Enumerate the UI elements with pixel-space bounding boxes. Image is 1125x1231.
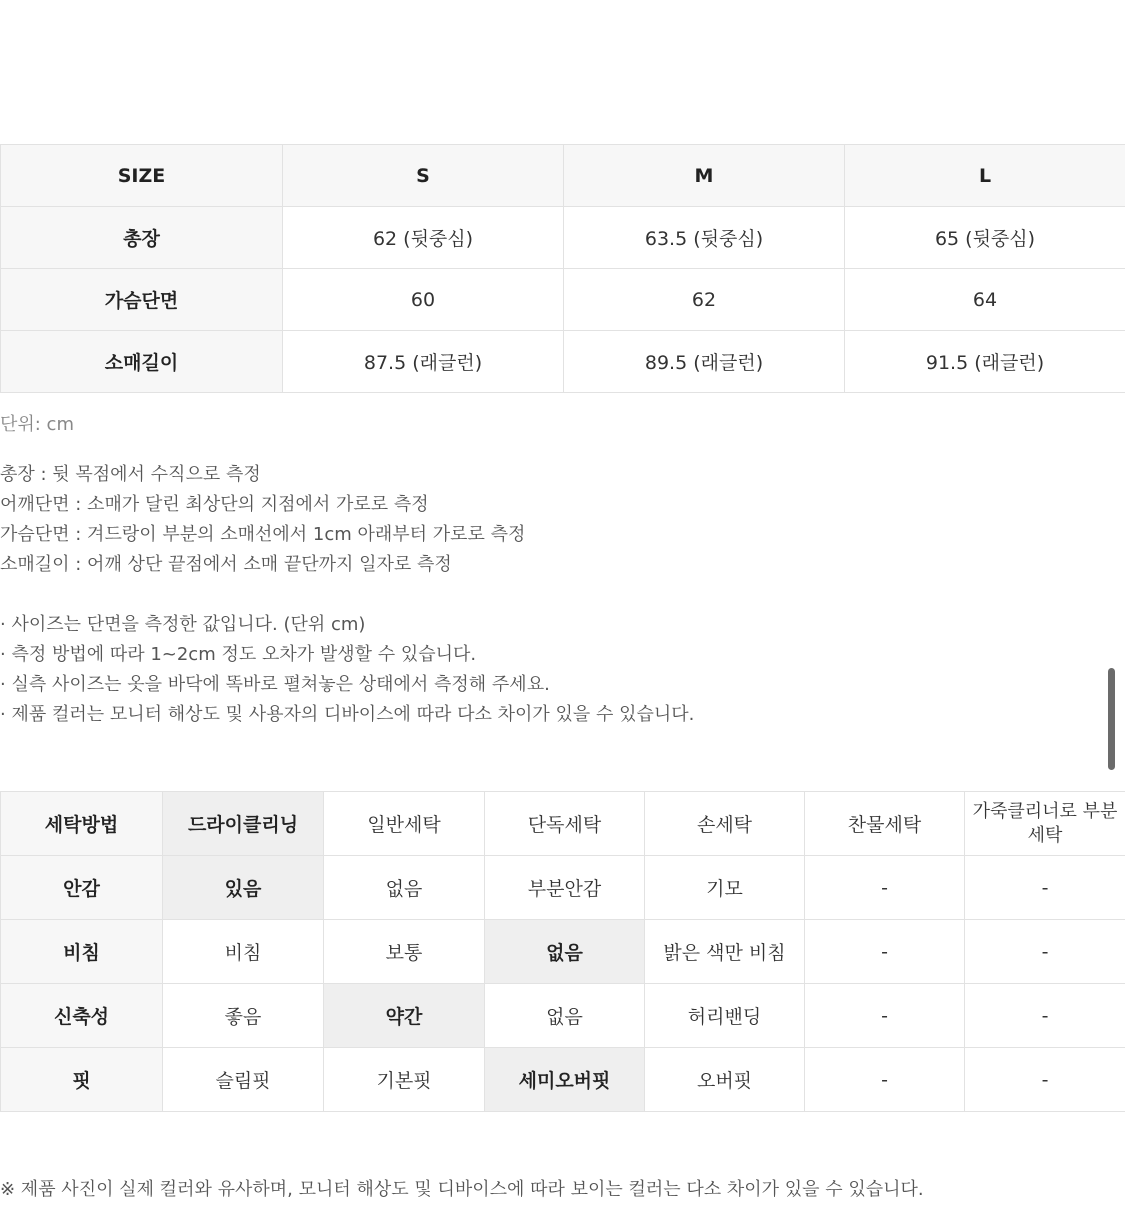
care-cell: -: [965, 1048, 1125, 1112]
care-row-washing: [1, 792, 1125, 856]
measure-note-line: 어깨단면 : 소매가 달린 최상단의 지점에서 가로로 측정: [0, 494, 429, 515]
size-row: [1, 207, 1125, 269]
care-cell: -: [805, 984, 965, 1048]
care-row-stretch: [1, 984, 1125, 1048]
bullet-note-line: · 실측 사이즈는 옷을 바닥에 똑바로 펼쳐놓은 상태에서 측정해 주세요.: [0, 674, 550, 695]
care-cell: -: [965, 856, 1125, 920]
care-cell: 없음: [485, 984, 645, 1048]
size-header-cell: M: [564, 145, 845, 207]
size-row-label: 소매길이: [1, 331, 283, 393]
unit-note: 단위: cm: [0, 414, 74, 435]
care-cell-selected: 드라이클리닝: [163, 792, 324, 856]
care-cell: 허리밴딩: [645, 984, 805, 1048]
care-cell: 손세탁: [645, 792, 805, 856]
care-row-label: 신축성: [1, 984, 163, 1048]
size-row-label: 총장: [1, 207, 283, 269]
size-cell: 64: [845, 269, 1125, 331]
footer-note: ※ 제품 사진이 실제 컬러와 유사하며, 모니터 해상도 및 디바이스에 따라 보이는 컬러는 다소 차이가 있을 수 있습니다.: [0, 1179, 924, 1200]
care-cell-selected: 약간: [324, 984, 485, 1048]
care-info-table: [0, 791, 1125, 1112]
care-row-sheerness: [1, 920, 1125, 984]
care-cell: 부분안감: [485, 856, 645, 920]
size-header-cell: L: [845, 145, 1125, 207]
care-cell: 좋음: [163, 984, 324, 1048]
care-cell: 밝은 색만 비침: [645, 920, 805, 984]
size-cell: 62 (뒷중심): [283, 207, 564, 269]
care-cell: -: [805, 856, 965, 920]
care-cell: -: [965, 920, 1125, 984]
care-row-lining: [1, 856, 1125, 920]
care-cell: 일반세탁: [324, 792, 485, 856]
care-cell: -: [805, 1048, 965, 1112]
size-row: [1, 269, 1125, 331]
care-cell: -: [965, 984, 1125, 1048]
bullet-note-line: · 제품 컬러는 모니터 해상도 및 사용자의 디바이스에 따라 다소 차이가 있을 수 있습니다.: [0, 704, 695, 725]
care-cell: 보통: [324, 920, 485, 984]
care-cell: 가죽클리너로 부분세탁: [965, 792, 1125, 856]
size-cell: 60: [283, 269, 564, 331]
measure-note-line: 가슴단면 : 겨드랑이 부분의 소매선에서 1cm 아래부터 가로로 측정: [0, 524, 526, 545]
size-row-label: 가슴단면: [1, 269, 283, 331]
size-cell: 89.5 (래글런): [564, 331, 845, 393]
care-cell-selected: 없음: [485, 920, 645, 984]
care-row-label: 비침: [1, 920, 163, 984]
care-row-label: 세탁방법: [1, 792, 163, 856]
care-cell: 찬물세탁: [805, 792, 965, 856]
size-row: [1, 331, 1125, 393]
care-cell: 없음: [324, 856, 485, 920]
care-row-label: 안감: [1, 856, 163, 920]
care-row-fit: [1, 1048, 1125, 1112]
care-cell: -: [805, 920, 965, 984]
care-cell: 오버핏: [645, 1048, 805, 1112]
size-cell: 65 (뒷중심): [845, 207, 1125, 269]
size-cell: 62: [564, 269, 845, 331]
bullet-notes: [0, 610, 694, 730]
size-cell: 63.5 (뒷중심): [564, 207, 845, 269]
care-cell: 단독세탁: [485, 792, 645, 856]
size-cell: 91.5 (래글런): [845, 331, 1125, 393]
care-cell-selected: 있음: [163, 856, 324, 920]
measure-note-line: 총장 : 뒷 목점에서 수직으로 측정: [0, 464, 261, 485]
care-cell: 비침: [163, 920, 324, 984]
size-header-cell: SIZE: [1, 145, 283, 207]
care-cell: 기본핏: [324, 1048, 485, 1112]
care-row-label: 핏: [1, 1048, 163, 1112]
measure-note-line: 소매길이 : 어깨 상단 끝점에서 소매 끝단까지 일자로 측정: [0, 554, 452, 575]
size-header-row: [1, 145, 1125, 207]
bullet-note-line: · 사이즈는 단면을 측정한 값입니다. (단위 cm): [0, 614, 366, 635]
size-cell: 87.5 (래글런): [283, 331, 564, 393]
size-header-cell: S: [283, 145, 564, 207]
care-cell: 기모: [645, 856, 805, 920]
care-cell: 슬림핏: [163, 1048, 324, 1112]
size-chart-table: [0, 144, 1125, 393]
measure-notes: [0, 460, 525, 580]
care-cell-selected: 세미오버핏: [485, 1048, 645, 1112]
scrollbar-thumb[interactable]: [1108, 668, 1115, 770]
bullet-note-line: · 측정 방법에 따라 1~2cm 정도 오차가 발생할 수 있습니다.: [0, 644, 477, 665]
